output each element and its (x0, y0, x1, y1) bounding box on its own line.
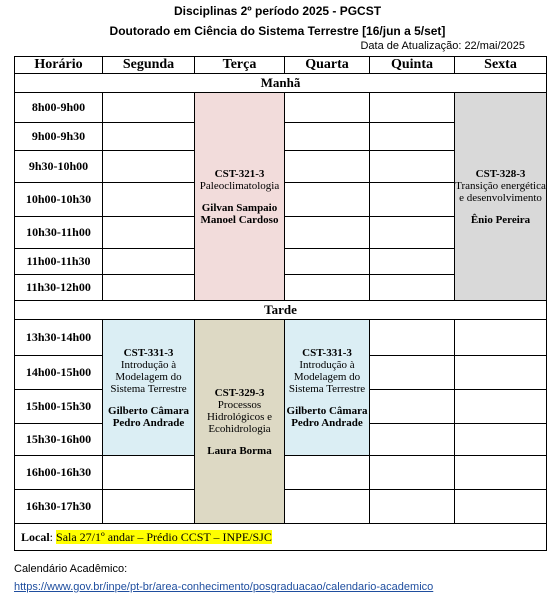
empty-cell (285, 93, 370, 123)
time-cell: 11h30-12h00 (15, 275, 103, 301)
calendar-link[interactable]: https://www.gov.br/inpe/pt-br/area-conhecimento/posgraduacao/calendario-academico (14, 581, 434, 593)
course-code: CST-331-3 (302, 346, 352, 359)
empty-cell (370, 93, 455, 123)
empty-cell (370, 123, 455, 151)
empty-cell (285, 456, 370, 490)
empty-cell (455, 424, 547, 456)
empty-cell (103, 183, 195, 217)
empty-cell (285, 151, 370, 183)
empty-cell (370, 456, 455, 490)
table-row (15, 320, 547, 356)
empty-cell (285, 217, 370, 249)
empty-cell (370, 424, 455, 456)
course-block-cst321 (195, 93, 285, 301)
time-cell: 11h00-11h30 (15, 249, 103, 275)
course-code: CST-328-3 (475, 167, 526, 180)
time-cell: 16h30-17h30 (15, 490, 103, 524)
empty-cell (103, 275, 195, 301)
empty-cell (370, 183, 455, 217)
empty-cell (285, 183, 370, 217)
update-date: Data de Atualização: 22/mai/2025 (360, 40, 525, 52)
time-cell: 15h30-16h00 (15, 424, 103, 456)
empty-cell (103, 217, 195, 249)
schedule-table (14, 56, 547, 551)
location-separator: : (49, 529, 57, 544)
course-block-cst328 (455, 93, 547, 301)
time-cell: 9h30-10h00 (15, 151, 103, 183)
course-block-cst329 (195, 320, 285, 524)
col-header-quinta: Quinta (370, 57, 455, 74)
course-title: Introdução à Modelagem do Sistema Terrestre (110, 358, 187, 395)
col-header-sexta: Sexta (455, 57, 547, 74)
empty-cell (370, 217, 455, 249)
col-header-segunda: Segunda (103, 57, 195, 74)
empty-cell (455, 456, 547, 490)
location-row (15, 524, 547, 551)
course-professor: Gilberto Câmara Pedro Andrade (108, 404, 189, 429)
col-header-horario: Horário (15, 57, 103, 74)
time-cell: 14h00-15h00 (15, 356, 103, 390)
empty-cell (370, 320, 455, 356)
course-code: CST-331-3 (123, 346, 174, 359)
empty-cell (285, 275, 370, 301)
col-header-terca: Terça (195, 57, 285, 74)
col-header-quarta: Quarta (285, 57, 370, 74)
empty-cell (455, 356, 547, 390)
course-block-cst331-monday (103, 320, 195, 456)
empty-cell (285, 490, 370, 524)
document-subtitle: Doutorado em Ciência do Sistema Terrestre [16/jun a 5/set] (109, 24, 446, 38)
empty-cell (455, 490, 547, 524)
table-row (15, 93, 547, 123)
empty-cell (103, 249, 195, 275)
empty-cell (103, 123, 195, 151)
empty-cell (370, 490, 455, 524)
empty-cell (370, 356, 455, 390)
empty-cell (285, 249, 370, 275)
location-value: Sala 27/1º andar – Prédio CCST – INPE/SJC (56, 529, 272, 544)
section-morning: Manhã (15, 74, 547, 93)
course-block-cst331-wednesday (285, 320, 370, 456)
course-professor: Laura Borma (207, 444, 272, 457)
empty-cell (285, 123, 370, 151)
calendar-label: Calendário Acadêmico: (14, 563, 128, 575)
course-title: Introdução à Modelagem do Sistema Terrestre (288, 358, 366, 395)
course-professor: Ênio Pereira (470, 213, 531, 226)
course-code: CST-329-3 (214, 386, 265, 399)
time-cell: 13h30-14h00 (15, 320, 103, 356)
course-title: Paleoclimatologia (199, 179, 280, 192)
course-code: CST-321-3 (214, 167, 265, 180)
time-cell: 10h00-10h30 (15, 183, 103, 217)
location-label: Local (21, 529, 50, 544)
time-cell: 15h00-15h30 (15, 390, 103, 424)
empty-cell (370, 151, 455, 183)
document-title: Disciplinas 2º período 2025 - PGCST (173, 4, 382, 18)
section-afternoon: Tarde (15, 301, 547, 320)
course-title: Transição energética e desenvolvimento (455, 179, 546, 204)
course-professor: Gilvan Sampaio Manoel Cardoso (200, 201, 279, 226)
time-cell: 8h00-9h00 (15, 93, 103, 123)
time-cell: 9h00-9h30 (15, 123, 103, 151)
empty-cell (370, 390, 455, 424)
empty-cell (370, 249, 455, 275)
time-cell: 10h30-11h00 (15, 217, 103, 249)
time-cell: 16h00-16h30 (15, 456, 103, 490)
header-row (15, 57, 547, 74)
empty-cell (455, 390, 547, 424)
course-title: Processos Hidrológicos e Ecohidrologia (206, 398, 273, 435)
course-professor: Gilberto Câmara Pedro Andrade (286, 404, 368, 429)
empty-cell (370, 275, 455, 301)
empty-cell (455, 320, 547, 356)
empty-cell (103, 490, 195, 524)
empty-cell (103, 151, 195, 183)
empty-cell (103, 456, 195, 490)
empty-cell (103, 93, 195, 123)
